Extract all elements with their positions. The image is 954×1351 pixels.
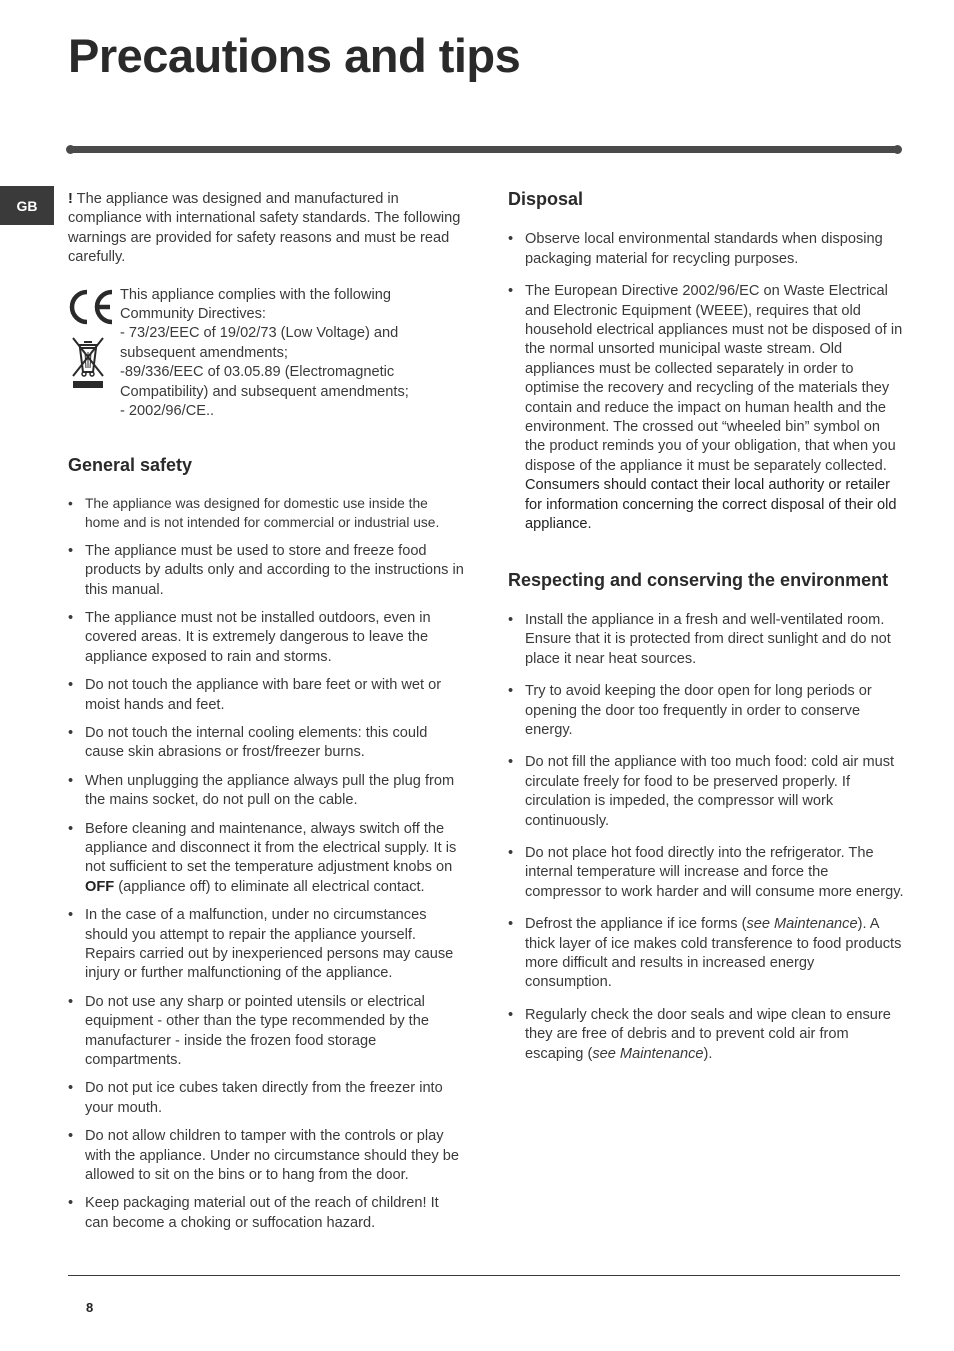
compliance-block [68,286,464,422]
compliance-line: -89/336/EEC of 03.05.89 (Electromagnetic Compatibility) and subsequent amendments; [120,364,409,400]
environment-list [508,611,904,1064]
list-item [68,820,464,898]
compliance-line: - 73/23/EEC of 19/02/73 (Low Voltage) and subsequent amendments; [120,325,399,361]
list-item [508,1006,904,1064]
list-item: • Keep packaging material out of the reach of children! It can become a choking or suffocation hazard. [68,1194,464,1233]
list-item-text: The European Directive 2002/96/EC on Waste Electrical and Electronic Equipment (WEEE), requires that old household electrical appliances must not be disposed of in the normal unsorted municipal waste stream. Old appliances must be collected separately in order to optimise the recovery and recycling of the materials they contain and reduce the impact on human health and the environment. The crossed out “wheeled bin” symbol on the product reminds you of your obligation, that when you dispose of the appliance it must be separately collected. [525,283,903,474]
list-item-text: ). A thick layer of ice makes cold transference to food products more difficult and results in increased energy consumption. [525,916,902,991]
environment-heading: Respecting and conserving the environment [508,569,889,590]
list-item: • In the case of a malfunction, under no circumstances should you attempt to repair the appliance yourself. Repairs carried out by inexperienced persons may cause injury or further malfunctioning of the appliance. [68,906,464,984]
off-label: OFF [85,878,115,895]
list-item: • Observe local environmental standards when disposing packaging material for recycling purposes. [508,230,904,269]
list-item: • Do not use any sharp or pointed utensils or electrical equipment - other than the type recommended by the manufacturer - inside the frozen food storage compartments. [68,993,464,1071]
ce-mark-icon [68,288,116,326]
compliance-line: - 2002/96/CE.. [120,403,215,420]
maintenance-reference: see Maintenance [592,1045,704,1062]
list-item [508,915,904,993]
list-item: • Try to avoid keeping the door open for long periods or opening the door too frequently in order to conserve energy. [508,682,904,740]
compliance-text [120,286,464,422]
list-item: • Do not touch the appliance with bare feet or with wet or moist hands and feet. [68,676,464,715]
maintenance-reference: see Maintenance [746,916,858,933]
right-column [508,190,904,1077]
list-item: • Do not put ice cubes taken directly from the freezer into your mouth. [68,1079,464,1118]
list-item-text: Regularly check the door seals and wipe clean to ensure they are free of debris and to prevent cold air from escaping ( [525,1006,891,1062]
list-item: • Do not place hot food directly into the refrigerator. The internal temperature will increase and force the compressor to work harder and will consume more energy. [508,844,904,902]
warning-mark: ! [68,191,73,207]
footer-divider [68,1275,900,1276]
general-safety-heading: General safety [68,455,193,476]
general-safety-list [68,494,464,1233]
left-column [68,190,464,1242]
list-item: • The appliance was designed for domestic use inside the home and is not intended for commercial or industrial use. [68,494,464,533]
list-item-text: (appliance off) to eliminate all electrical contact. [114,878,425,895]
compliance-line: This appliance complies with the following Community Directives: [120,286,391,323]
list-item: • When unplugging the appliance always pull the plug from the mains socket, do not pull on the cable. [68,772,464,811]
compliance-symbols [68,286,120,422]
header-divider [68,146,900,153]
list-item: • Do not touch the internal cooling elements: this could cause skin abrasions or frost/freezer burns. [68,724,464,763]
list-item: • Install the appliance in a fresh and well-ventilated room. Ensure that it is protected from direct sunlight and do not place it near heat sources. [508,611,904,669]
disposal-heading: Disposal [508,189,584,209]
list-item-text: ). [703,1045,713,1062]
intro-paragraph [68,190,464,268]
list-item: • Do not fill the appliance with too much food: cold air must circulate freely for food to be preserved properly. If circulation is impeded, the compressor will work continuously. [508,753,904,831]
disposal-note: Consumers should contact their local authority or retailer for information concerning the correct disposal of their old appliance. [525,477,897,533]
intro-text: The appliance was designed and manufactured in compliance with international safety standards. The following warnings are provided for safety reasons and must be read carefully. [68,191,461,266]
language-tab: GB [0,186,54,225]
crossed-wheeled-bin-icon [70,336,106,390]
list-item: • The appliance must be used to store and freeze food products by adults only and according to the instructions in this manual. [68,542,464,600]
list-item: • The appliance must not be installed outdoors, even in covered areas. It is extremely dangerous to leave the appliance exposed to rain and storms. [68,609,464,667]
list-item [508,282,904,534]
page-number: 8 [86,1300,94,1315]
list-item-text: Before cleaning and maintenance, always switch off the appliance and disconnect it from the electrical supply. It is not sufficient to set the temperature adjustment knobs on [85,820,457,876]
list-item-text: Defrost the appliance if ice forms ( [525,916,747,933]
disposal-list [508,230,904,534]
page-title: Precautions and tips [68,29,521,82]
list-item: • Do not allow children to tamper with the controls or play with the appliance. Under no circumstance should they be allowed to sit on the bins or to hang from the door. [68,1127,464,1185]
